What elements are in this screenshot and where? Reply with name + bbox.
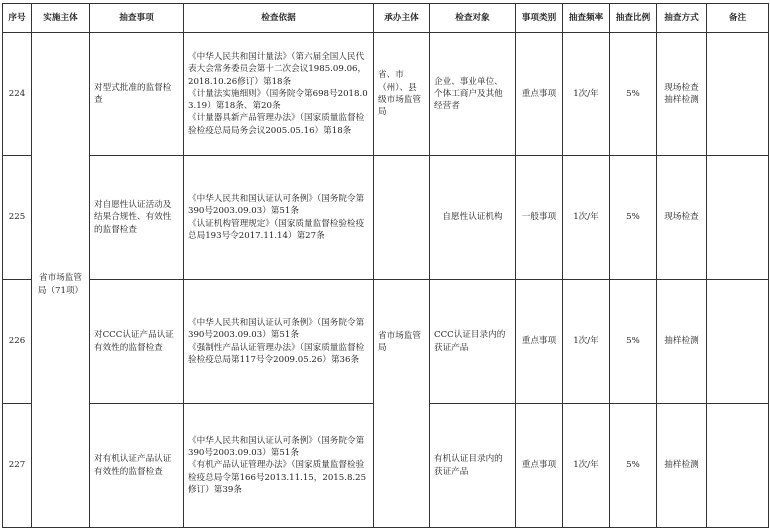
header-item: 抽查事项 <box>90 4 184 33</box>
header-implementer: 实施主体 <box>32 4 90 33</box>
header-ratio: 抽查比例 <box>610 4 657 33</box>
inspection-ratio: 5% <box>610 33 657 156</box>
inspection-items-table <box>2 3 769 528</box>
header-undertaker: 承办主体 <box>374 4 430 33</box>
row-number: 227 <box>3 404 32 528</box>
inspection-method: 抽样检测 <box>657 404 707 528</box>
header-basis: 检查依据 <box>184 4 374 33</box>
inspection-target: 企业、事业单位、个体工商户及其他经营者 <box>430 33 516 156</box>
basis-line: 《计量器具新产品管理办法》（国家质量监督检验检疫总局局务会议2005.05.16）第18条 <box>188 113 365 136</box>
row-number: 225 <box>3 156 32 280</box>
row-number: 224 <box>3 33 32 156</box>
table-row <box>3 33 769 156</box>
inspection-item: 对自愿性认证活动及结果合规性、有效性的监督检查 <box>90 156 184 280</box>
remark-cell <box>707 280 769 404</box>
item-category: 重点事项 <box>516 404 563 528</box>
implementer-cell: 省市场监管局（71项） <box>32 33 90 528</box>
header-category: 事项类别 <box>516 4 563 33</box>
inspection-item: 对CCC认证产品认证有效性的监督检查 <box>90 280 184 404</box>
inspection-frequency: 1次/年 <box>563 156 610 280</box>
inspection-item: 对型式批准的监督检查 <box>90 33 184 156</box>
inspection-basis <box>184 156 374 280</box>
undertaker-cell: 省、市（州）、县级市场监管局 <box>374 33 430 156</box>
inspection-frequency: 1次/年 <box>563 280 610 404</box>
remark-cell <box>707 33 769 156</box>
inspection-basis <box>184 280 374 404</box>
basis-line: 《中华人民共和国认证认可条例》（国务院令第390号2003.09.03）第51条 <box>188 317 365 341</box>
basis-line: 《中华人民共和国认证认可条例》（国务院令第390号2003.09.03）第51条 <box>188 193 365 217</box>
basis-line: 《计量法实施细则》（国务院令第698号2018.03.19）第18条、第20条 <box>188 88 368 112</box>
basis-line: 《中华人民共和国计量法》（第六届全国人民代表大会常务委员会第十二次会议1985.09.06，2018.10.26修订）第18条 <box>188 51 367 87</box>
basis-line: 《认证机构管理规定》（国家质量监督检验检疫总局193号令2017.11.14）第27条 <box>188 218 365 241</box>
undertaker-cell: 省市场监管局 <box>374 280 430 528</box>
inspection-target: 有机认证目录内的获证产品 <box>430 404 516 528</box>
basis-line: 《中华人民共和国认证认可条例》（国务院令第390号2003.09.03）第51条 <box>188 435 365 459</box>
item-category: 一般事项 <box>516 156 563 280</box>
item-category: 重点事项 <box>516 280 563 404</box>
table-row <box>3 280 769 404</box>
header-method: 抽查方式 <box>657 4 707 33</box>
basis-line: 《强制性产品认证管理办法》（国家质量监督检验检疫总局第117号令2009.05.26）第36条 <box>188 342 365 365</box>
basis-line: 《有机产品认证管理办法》（国家质量监督检验检疫总局令第166号2013.11.15，2015.8.25修订）第39条 <box>188 460 367 495</box>
inspection-basis <box>184 33 374 156</box>
inspection-item: 对有机认证产品认证有效性的监督检查 <box>90 404 184 528</box>
inspection-method: 现场检查抽样检测 <box>657 33 707 156</box>
inspection-method: 抽样检测 <box>657 280 707 404</box>
header-remark: 备注 <box>707 4 769 33</box>
remark-cell <box>707 404 769 528</box>
header-no: 序号 <box>3 4 32 33</box>
table-header-row <box>3 4 769 33</box>
inspection-method: 现场检查 <box>657 156 707 280</box>
inspection-frequency: 1次/年 <box>563 33 610 156</box>
inspection-basis <box>184 404 374 528</box>
inspection-ratio: 5% <box>610 280 657 404</box>
inspection-frequency: 1次/年 <box>563 404 610 528</box>
inspection-target: CCC认证目录内的获证产品 <box>430 280 516 404</box>
row-number: 226 <box>3 280 32 404</box>
remark-cell <box>707 156 769 280</box>
header-frequency: 抽查频率 <box>563 4 610 33</box>
inspection-ratio: 5% <box>610 404 657 528</box>
inspection-target: 自愿性认证机构 <box>430 156 516 280</box>
inspection-ratio: 5% <box>610 156 657 280</box>
table-row <box>3 156 769 280</box>
undertaker-cell <box>374 156 430 280</box>
header-target: 检查对象 <box>430 4 516 33</box>
item-category: 重点事项 <box>516 33 563 156</box>
